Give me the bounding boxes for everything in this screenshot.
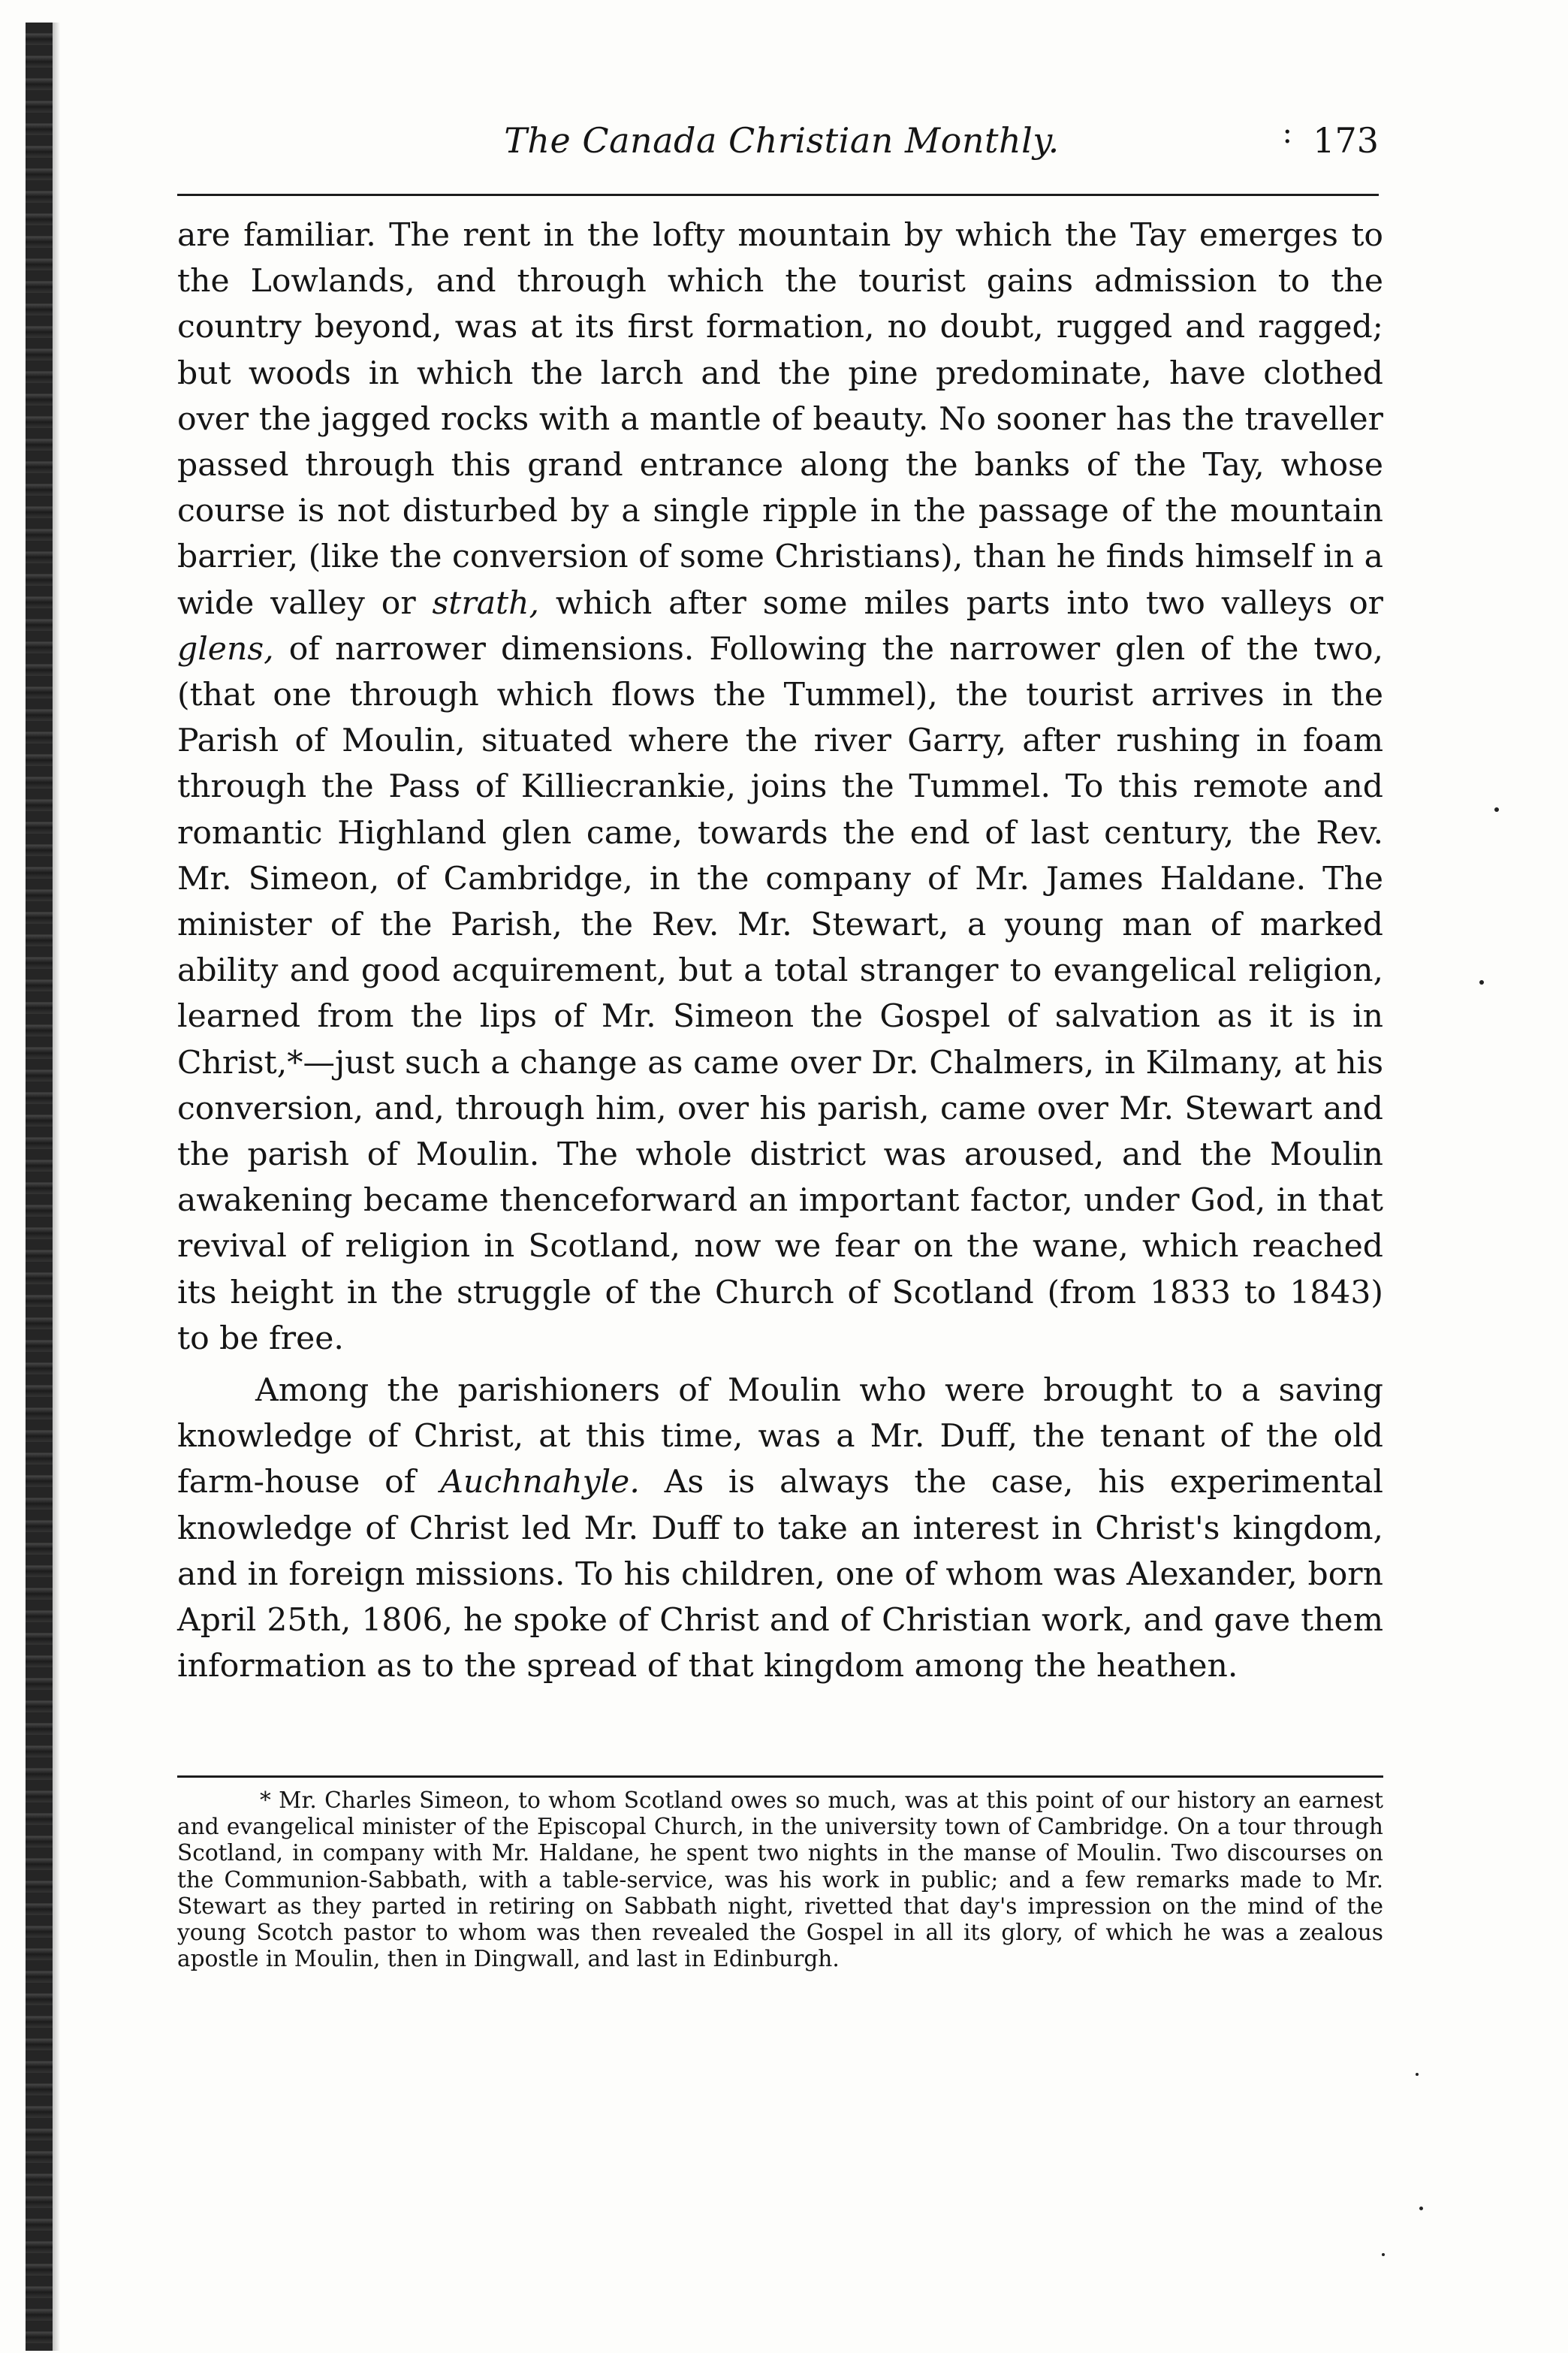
paragraph-1-text-c: of narrower dimensions. Following the narrower glen of the two, (that one through which flows the Tummel), the tourist arrives in the Parish of Moulin, situated where the river Garry, after rushing in foam through the Pass of Killiecrankie, joins the Tummel. To this remote and romantic Highland glen came, towards the end of last century, the Rev. Mr. Simeon, of Cambridge, in the company of Mr. James Haldane. The minister of the Parish, the Rev. Mr. Stewart, a young man of marked ability and good acquirement, but a total stranger to evangelical religion, learned from the lips of Mr. Simeon the Gospel of salvation as it is in Christ,*—just such a change as came over Dr. Chalmers, in Kilmany, at his conversion, and, through him, over his parish, came over Mr. Stewart and the parish of Moulin. The whole district was aroused, and the Moulin awakening became thenceforward an important factor, under God, in that revival of religion in Scotland, now we fear on the wane, which reached its height in the struggle of the Church of Scotland (from 1833 to 1843) to be free. bbox=[177, 630, 1383, 1357]
header-mark: : bbox=[1282, 116, 1292, 150]
paragraph-1-text-a: are familiar. The rent in the lofty mountain by which the Tay emerges to the Lowlands, and through which the tourist gains admission to the country beyond, was at its first formation, no doubt, rugged and ragged; but woods in which the larch and the pine predominate, have clothed over the jagged rocks with a mantle of beauty. No sooner has the traveller passed through this grand entrance along the banks of the Tay, whose course is not disturbed by a single ripple in the passage of the mountain barrier, (like the conversion of some Christians), than he finds himself in a wide valley or bbox=[177, 217, 1383, 622]
paragraph-2-text-b: As is always the case, his experimental knowledge of Christ led Mr. Duff to take an interest in Christ's kingdom, and in foreign missions. To his children, one of whom was Alexander, born April 25th, 1806, he spoke of Christ and of Christian work, and gave them information as to the spread of that kingdom among the heathen. bbox=[177, 1464, 1383, 1685]
paragraph-1 bbox=[177, 213, 1383, 1362]
paragraph-2 bbox=[177, 1368, 1383, 1689]
italic-strath: strath, bbox=[432, 584, 540, 622]
footnote: * Mr. Charles Simeon, to whom Scotland owes so much, was at this point of our history an earnest and evangelical minister of the Episcopal Church, in the university town of Cambridge. On a tour through Scotland, in company with Mr. Haldane, he spent two nights in the manse of Moulin. Two discourses on the Communion-Sabbath, with a table-service, was his work in public; and a few remarks made to Mr. Stewart as they parted in retiring on Sabbath night, rivetted that day's impression on the mind of the young Scotch pastor to whom was then revealed the Gospel in all its glory, of which he was a zealous apostle in Moulin, then in Dingwall, and last in Edinburgh. bbox=[177, 1787, 1383, 1972]
italic-glens: glens, bbox=[177, 630, 274, 668]
scan-speck bbox=[1382, 2253, 1385, 2256]
paragraph-1-text-b: which after some miles parts into two valleys or bbox=[539, 584, 1383, 622]
running-head bbox=[177, 113, 1379, 173]
italic-auchnahyle: Auchnahyle. bbox=[440, 1464, 640, 1501]
article-body bbox=[177, 213, 1383, 1690]
running-title: The Canada Christian Monthly. bbox=[504, 120, 1060, 161]
scan-speck bbox=[1479, 980, 1484, 985]
scan-speck bbox=[1416, 2073, 1419, 2076]
header-rule bbox=[177, 194, 1379, 196]
page-number: 173 bbox=[1313, 120, 1379, 161]
scan-speck bbox=[1494, 807, 1499, 812]
paragraph-2-text-a: Among the parishioners of Moulin who were brought to a saving knowledge of Christ, at this time, was a Mr. Duff, the tenant of the old farm-house of bbox=[177, 1372, 1383, 1501]
scan-binding-edge bbox=[26, 23, 53, 2351]
footnote-rule bbox=[177, 1775, 1383, 1778]
scan-speck bbox=[1419, 2207, 1423, 2210]
